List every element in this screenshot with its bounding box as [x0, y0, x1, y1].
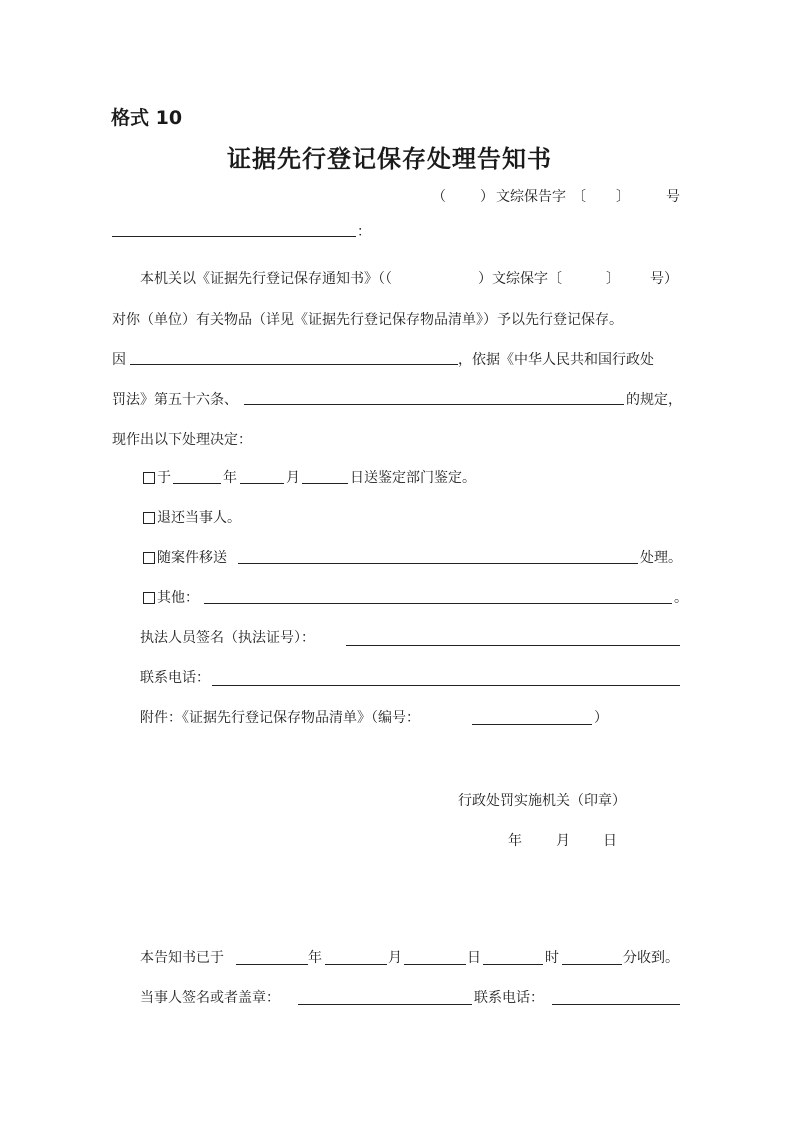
doc-no-word: 文综保告字	[496, 189, 566, 205]
reason-blank[interactable]	[130, 364, 458, 365]
contact-phone-blank[interactable]	[212, 685, 680, 686]
issue-date-day: 日	[603, 833, 617, 849]
attachment-number-blank[interactable]	[472, 724, 592, 725]
receipt-line	[0, 948, 793, 968]
issue-date-year: 年	[508, 833, 522, 849]
receipt-hour-blank[interactable]	[483, 964, 543, 965]
party-sign-label: 当事人签名或者盖章：	[140, 990, 280, 1006]
recipient-colon: ：	[357, 224, 371, 240]
doc-no-close-bracket: 〕	[616, 189, 630, 205]
issue-date	[0, 831, 793, 851]
receipt-month-blank[interactable]	[325, 964, 387, 965]
recipient-blank[interactable]	[112, 236, 356, 237]
document-title: 证据先行登记保存处理告知书	[227, 144, 552, 173]
law-basis-prefix: 罚法》第五十六条、	[112, 392, 238, 408]
opt1-a: 于	[157, 470, 171, 486]
option-other	[0, 588, 793, 608]
opt4-suffix: 。	[674, 590, 688, 606]
receipt-month-label: 月	[388, 950, 402, 966]
receipt-minute-label: 分收到。	[623, 950, 679, 966]
party-phone-label: 联系电话：	[474, 990, 544, 1006]
attachment-prefix: 附件：《证据先行登记保存物品清单》（编号：	[140, 710, 420, 726]
receipt-prefix: 本告知书已于	[140, 950, 224, 966]
doc-no-open-bracket: 〔	[572, 189, 586, 205]
officer-signature-blank[interactable]	[346, 645, 680, 646]
opt4-blank[interactable]	[204, 603, 672, 604]
option-transfer-checkbox[interactable]	[143, 552, 155, 564]
opt1-year-label: 年	[223, 470, 237, 486]
option-transfer	[0, 548, 793, 568]
attachment-suffix: ）	[594, 710, 608, 726]
opt1-year-blank[interactable]	[173, 483, 221, 484]
option-appraisal	[0, 468, 793, 488]
receipt-year-label: 年	[308, 950, 322, 966]
option-return	[0, 508, 793, 528]
paragraph-items-saved: 对你（单位）有关物品（详见《证据先行登记保存物品清单》）予以先行登记保存。	[112, 312, 623, 328]
p1-close: 〕	[606, 271, 620, 287]
receipt-day-blank[interactable]	[404, 964, 466, 965]
p1-prefix: 本机关以《证据先行登记保存通知书》（（	[140, 271, 392, 287]
reason-suffix: ，依据《中华人民共和国行政处	[458, 352, 654, 368]
p1-mid: ）文综保字〔	[478, 271, 562, 287]
officer-signature-label: 执法人员签名（执法证号）：	[140, 630, 315, 646]
receipt-hour-label: 时	[545, 950, 559, 966]
party-phone-blank[interactable]	[552, 1004, 680, 1005]
opt3-blank[interactable]	[238, 563, 638, 564]
p1-suffix: 号）	[650, 271, 678, 287]
opt1-month-label: 月	[286, 470, 300, 486]
opt3-prefix: 随案件移送	[157, 550, 227, 566]
opt1-day-blank[interactable]	[302, 483, 348, 484]
option-appraisal-checkbox[interactable]	[143, 472, 155, 484]
option-return-checkbox[interactable]	[143, 512, 155, 524]
decision-intro: 现作出以下处理决定：	[112, 432, 252, 448]
option-other-checkbox[interactable]	[143, 592, 155, 604]
opt2-text: 退还当事人。	[157, 510, 241, 526]
party-sign-blank[interactable]	[298, 1004, 472, 1005]
law-basis-blank[interactable]	[244, 404, 624, 405]
law-basis-suffix: 的规定，	[626, 392, 682, 408]
opt1-tail: 日送鉴定部门鉴定。	[350, 470, 476, 486]
opt4-prefix: 其他：	[157, 590, 199, 606]
party-signature-line	[0, 988, 793, 1008]
issuing-organ-seal: 行政处罚实施机关（印章）	[458, 793, 626, 809]
contact-phone-label: 联系电话：	[140, 670, 210, 686]
opt3-suffix: 处理。	[640, 550, 682, 566]
document-number	[0, 187, 793, 207]
doc-no-close-paren: ）	[480, 189, 494, 205]
receipt-day-label: 日	[467, 950, 481, 966]
doc-no-hao: 号	[666, 189, 680, 205]
reason-label: 因	[112, 352, 126, 368]
format-label: 格式 10	[111, 107, 183, 129]
receipt-minute-blank[interactable]	[562, 964, 622, 965]
paragraph-notice-reference	[0, 269, 793, 289]
doc-no-open-paren: （	[432, 189, 446, 205]
opt1-month-blank[interactable]	[240, 483, 284, 484]
receipt-year-blank[interactable]	[236, 964, 308, 965]
issue-date-month: 月	[556, 833, 570, 849]
